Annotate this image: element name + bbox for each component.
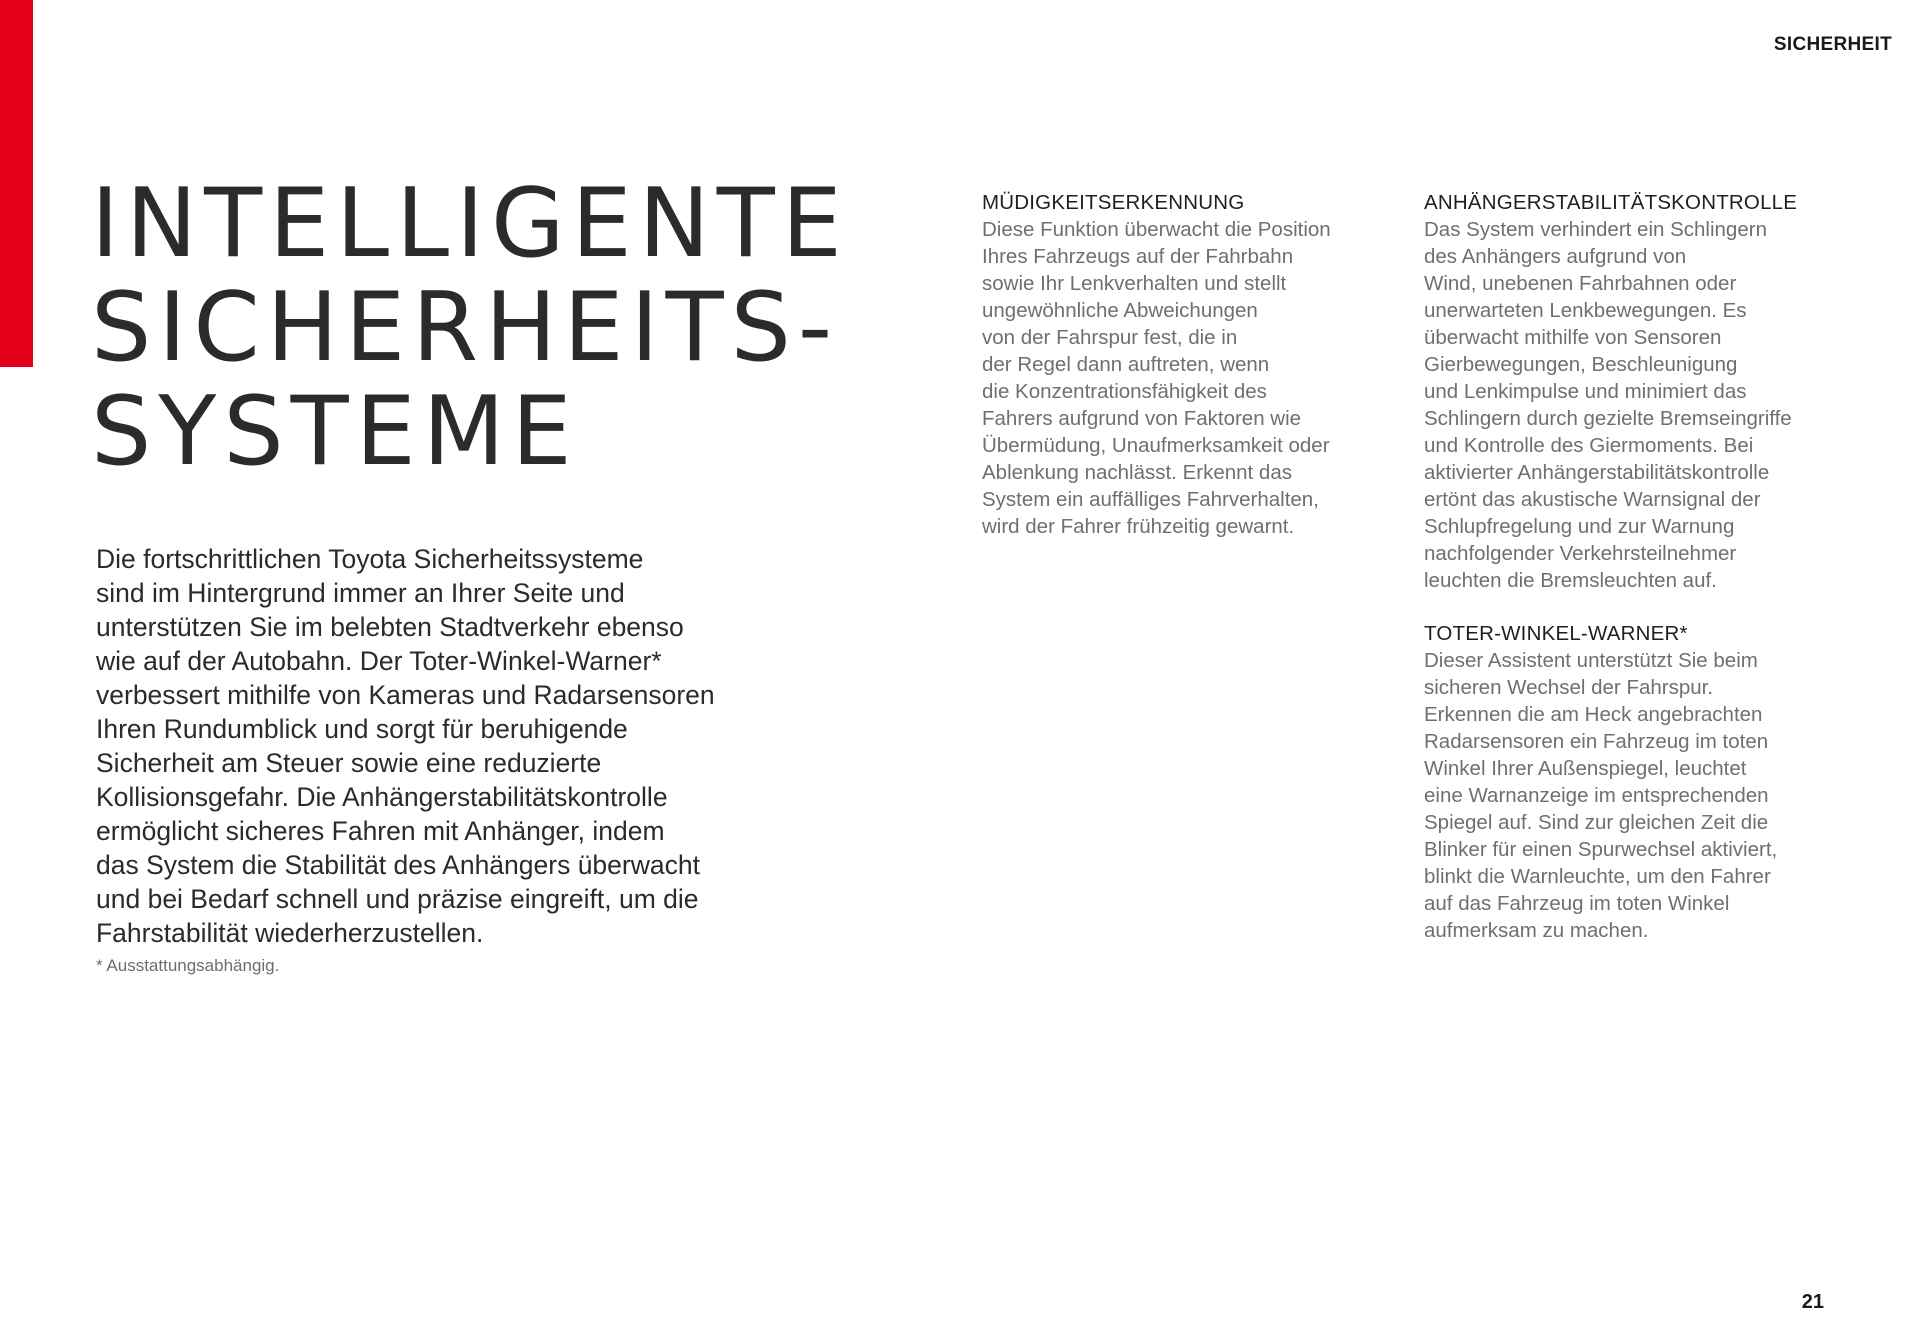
text-line: Wind, unebenen Fahrbahnen oder	[1424, 272, 1737, 295]
title-line-1: INTELLIGENTE	[91, 169, 849, 279]
text-line: Schlupfregelung und zur Warnung	[1424, 515, 1735, 538]
title-line-3: SYSTEME	[91, 377, 579, 487]
text-line: leuchten die Bremsleuchten auf.	[1424, 569, 1717, 592]
feature-text	[1424, 216, 1844, 594]
text-line: Diese Funktion überwacht die Position	[982, 218, 1331, 241]
text-line: wird der Fahrer frühzeitig gewarnt.	[982, 515, 1295, 538]
text-line: blinkt die Warnleuchte, um den Fahrer	[1424, 865, 1771, 888]
text-line: Blinker für einen Spurwechsel aktiviert,	[1424, 838, 1778, 861]
text-line: Sicherheit am Steuer sowie eine reduzierte	[96, 748, 602, 778]
text-line: auf das Fahrzeug im toten Winkel	[1424, 892, 1730, 915]
feature-heading: MÜDIGKEITSERKENNUNG	[982, 191, 1245, 214]
text-line: Die fortschrittlichen Toyota Sicherheitssysteme	[96, 544, 644, 574]
text-line: Erkennen die am Heck angebrachten	[1424, 703, 1763, 726]
feature-text	[982, 216, 1402, 540]
text-line: unerwarteten Lenkbewegungen. Es	[1424, 299, 1747, 322]
intro-paragraph	[96, 542, 786, 950]
text-line: Fahrers aufgrund von Faktoren wie	[982, 407, 1302, 430]
text-line: wie auf der Autobahn. Der Toter-Winkel-Warner*	[96, 646, 662, 676]
text-line: Das System verhindert ein Schlingern	[1424, 218, 1767, 241]
text-line: von der Fahrspur fest, die in	[982, 326, 1238, 349]
text-line: Gierbewegungen, Beschleunigung	[1424, 353, 1738, 376]
text-line: Ablenkung nachlässt. Erkennt das	[982, 461, 1292, 484]
text-line: System ein auffälliges Fahrverhalten,	[982, 488, 1319, 511]
text-line: sind im Hintergrund immer an Ihrer Seite und	[96, 578, 625, 608]
text-line: Dieser Assistent unterstützt Sie beim	[1424, 649, 1758, 672]
text-line: aktivierter Anhängerstabilitätskontrolle	[1424, 461, 1770, 484]
text-line: Radarsensoren ein Fahrzeug im toten	[1424, 730, 1769, 753]
text-line: Ihren Rundumblick und sorgt für beruhigende	[96, 714, 628, 744]
feature-heading: ANHÄNGERSTABILITÄTSKONTROLLE	[1424, 191, 1798, 214]
text-line: die Konzentrationsfähigkeit des	[982, 380, 1267, 403]
feature-muedigkeitserkennung	[982, 189, 1402, 540]
text-line: überwacht mithilfe von Sensoren	[1424, 326, 1722, 349]
text-line: eine Warnanzeige im entsprechenden	[1424, 784, 1769, 807]
page-number: 21	[1801, 1291, 1824, 1313]
text-line: und Kontrolle des Giermoments. Bei	[1424, 434, 1754, 457]
text-line: Kollisionsgefahr. Die Anhängerstabilitätskontrolle	[96, 782, 668, 812]
text-line: ungewöhnliche Abweichungen	[982, 299, 1258, 322]
text-line: das System die Stabilität des Anhängers überwacht	[96, 850, 700, 880]
text-line: nachfolgender Verkehrsteilnehmer	[1424, 542, 1737, 565]
text-line: des Anhängers aufgrund von	[1424, 245, 1687, 268]
text-line: der Regel dann auftreten, wenn	[982, 353, 1270, 376]
text-line: Schlingern durch gezielte Bremseingriffe	[1424, 407, 1792, 430]
text-line: sowie Ihr Lenkverhalten und stellt	[982, 272, 1287, 295]
accent-bar	[0, 0, 33, 367]
feature-toter-winkel-warner	[1424, 620, 1844, 944]
text-line: und Lenkimpulse und minimiert das	[1424, 380, 1747, 403]
footnote: * Ausstattungsabhängig.	[96, 956, 280, 975]
text-line: ermöglicht sicheres Fahren mit Anhänger, indem	[96, 816, 665, 846]
section-label: SICHERHEIT	[1773, 34, 1892, 55]
text-line: ertönt das akustische Warnsignal der	[1424, 488, 1761, 511]
text-line: Übermüdung, Unaufmerksamkeit oder	[982, 434, 1330, 457]
feature-heading: TOTER-WINKEL-WARNER*	[1424, 622, 1688, 645]
text-line: Spiegel auf. Sind zur gleichen Zeit die	[1424, 811, 1769, 834]
text-line: verbessert mithilfe von Kameras und Radarsensoren	[96, 680, 715, 710]
text-line: sicheren Wechsel der Fahrspur.	[1424, 676, 1714, 699]
text-line: und bei Bedarf schnell und präzise eingreift, um die	[96, 884, 699, 914]
feature-text	[1424, 647, 1844, 944]
text-line: Fahrstabilität wiederherzustellen.	[96, 918, 484, 948]
text-line: aufmerksam zu machen.	[1424, 919, 1649, 942]
title-line-2: SICHERHEITS-	[91, 273, 840, 383]
text-line: Winkel Ihrer Außenspiegel, leuchtet	[1424, 757, 1747, 780]
feature-anhaengerstabilitaetskontrolle	[1424, 189, 1844, 594]
text-line: unterstützen Sie im belebten Stadtverkehr ebenso	[96, 612, 684, 642]
text-line: Ihres Fahrzeugs auf der Fahrbahn	[982, 245, 1294, 268]
page-title	[91, 169, 849, 487]
